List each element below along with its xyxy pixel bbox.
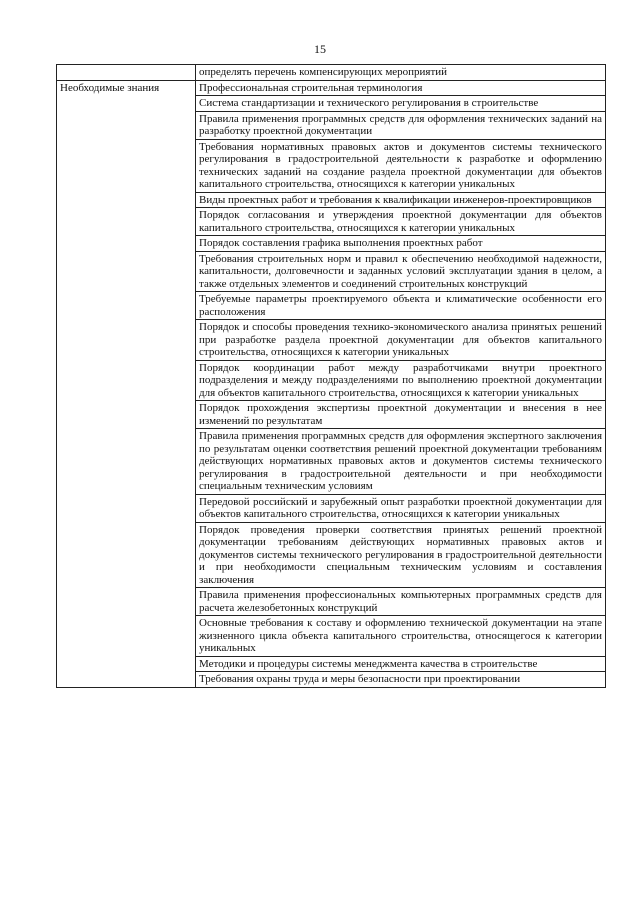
knowledge-item: Профессиональная строительная терминология	[196, 80, 606, 96]
knowledge-item: Требуемые параметры проектируемого объекта и климатические особенности его расположения	[196, 292, 606, 320]
knowledge-item: Требования нормативных правовых актов и документов системы технического регулирования в градостроительной деятельности к разработке и оформлению технических заданий на создание раздела проектной документации для объектов капитального строительства, относящихся к категории уникальных	[196, 139, 606, 192]
table-body	[57, 65, 606, 688]
table-row	[57, 80, 606, 96]
knowledge-item: Порядок составления графика выполнения проектных работ	[196, 236, 606, 252]
page-number: 15	[314, 42, 326, 56]
knowledge-item: Правила применения программных средств для оформления экспертного заключения по результатам оценки соответствия решений проектной документации требованиям действующих нормативных правовых актов и документов системы технического регулирования в градостроительной деятельности и при необходимости специальным техническим условиям	[196, 429, 606, 495]
knowledge-item: Передовой российский и зарубежный опыт разработки проектной документации для объектов капитального строительства, относящихся к категории уникальных	[196, 494, 606, 522]
table-row	[57, 65, 606, 81]
knowledge-item: Порядок проведения проверки соответствия принятых решений проектной документации требованиям действующих нормативных правовых актов и документов системы технического регулирования в градостроительной деятельности и при необходимости специальным техническим условиям и составления заключения	[196, 522, 606, 588]
knowledge-item: Требования строительных норм и правил к обеспечению необходимой надежности, капитальности, долговечности и заданных условий эксплуатации здания в целом, а также отдельных элементов и соединений строительных конструкций	[196, 251, 606, 292]
knowledge-item: Порядок согласования и утверждения проектной документации для объектов капитального строительства, относящихся к категории уникальных	[196, 208, 606, 236]
knowledge-item: Правила применения профессиональных компьютерных программных средств для расчета железобетонных конструкций	[196, 588, 606, 616]
table-cell-text: определять перечень компенсирующих мероприятий	[196, 65, 606, 81]
knowledge-item: Требования охраны труда и меры безопасности при проектировании	[196, 672, 606, 688]
knowledge-item: Основные требования к составу и оформлению технической документации на этапе жизненного цикла объекта капитального строительства, относящегося к категории уникальных	[196, 616, 606, 657]
knowledge-item: Порядок и способы проведения технико-экономического анализа принятых решений при разработке раздела проектной документации для объектов капитального строительства, относящихся к категории уникальных	[196, 320, 606, 361]
knowledge-item: Система стандартизации и технического регулирования в строительстве	[196, 96, 606, 112]
knowledge-item: Порядок прохождения экспертизы проектной документации и внесения в нее изменений по результатам	[196, 401, 606, 429]
empty-label-cell	[57, 65, 196, 81]
section-label: Необходимые знания	[57, 80, 196, 687]
knowledge-item: Правила применения программных средств для оформления технических заданий на разработку проектной документации	[196, 111, 606, 139]
knowledge-item: Методики и процедуры системы менеджмента качества в строительстве	[196, 656, 606, 672]
knowledge-item: Порядок координации работ между разработчиками внутри проектного подразделения и между подразделениями по выполнению проектной документации для объектов капитального строительства, относящихся к категории уникальных	[196, 360, 606, 401]
knowledge-item: Виды проектных работ и требования к квалификации инженеров-проектировщиков	[196, 192, 606, 208]
knowledge-table	[56, 64, 606, 688]
